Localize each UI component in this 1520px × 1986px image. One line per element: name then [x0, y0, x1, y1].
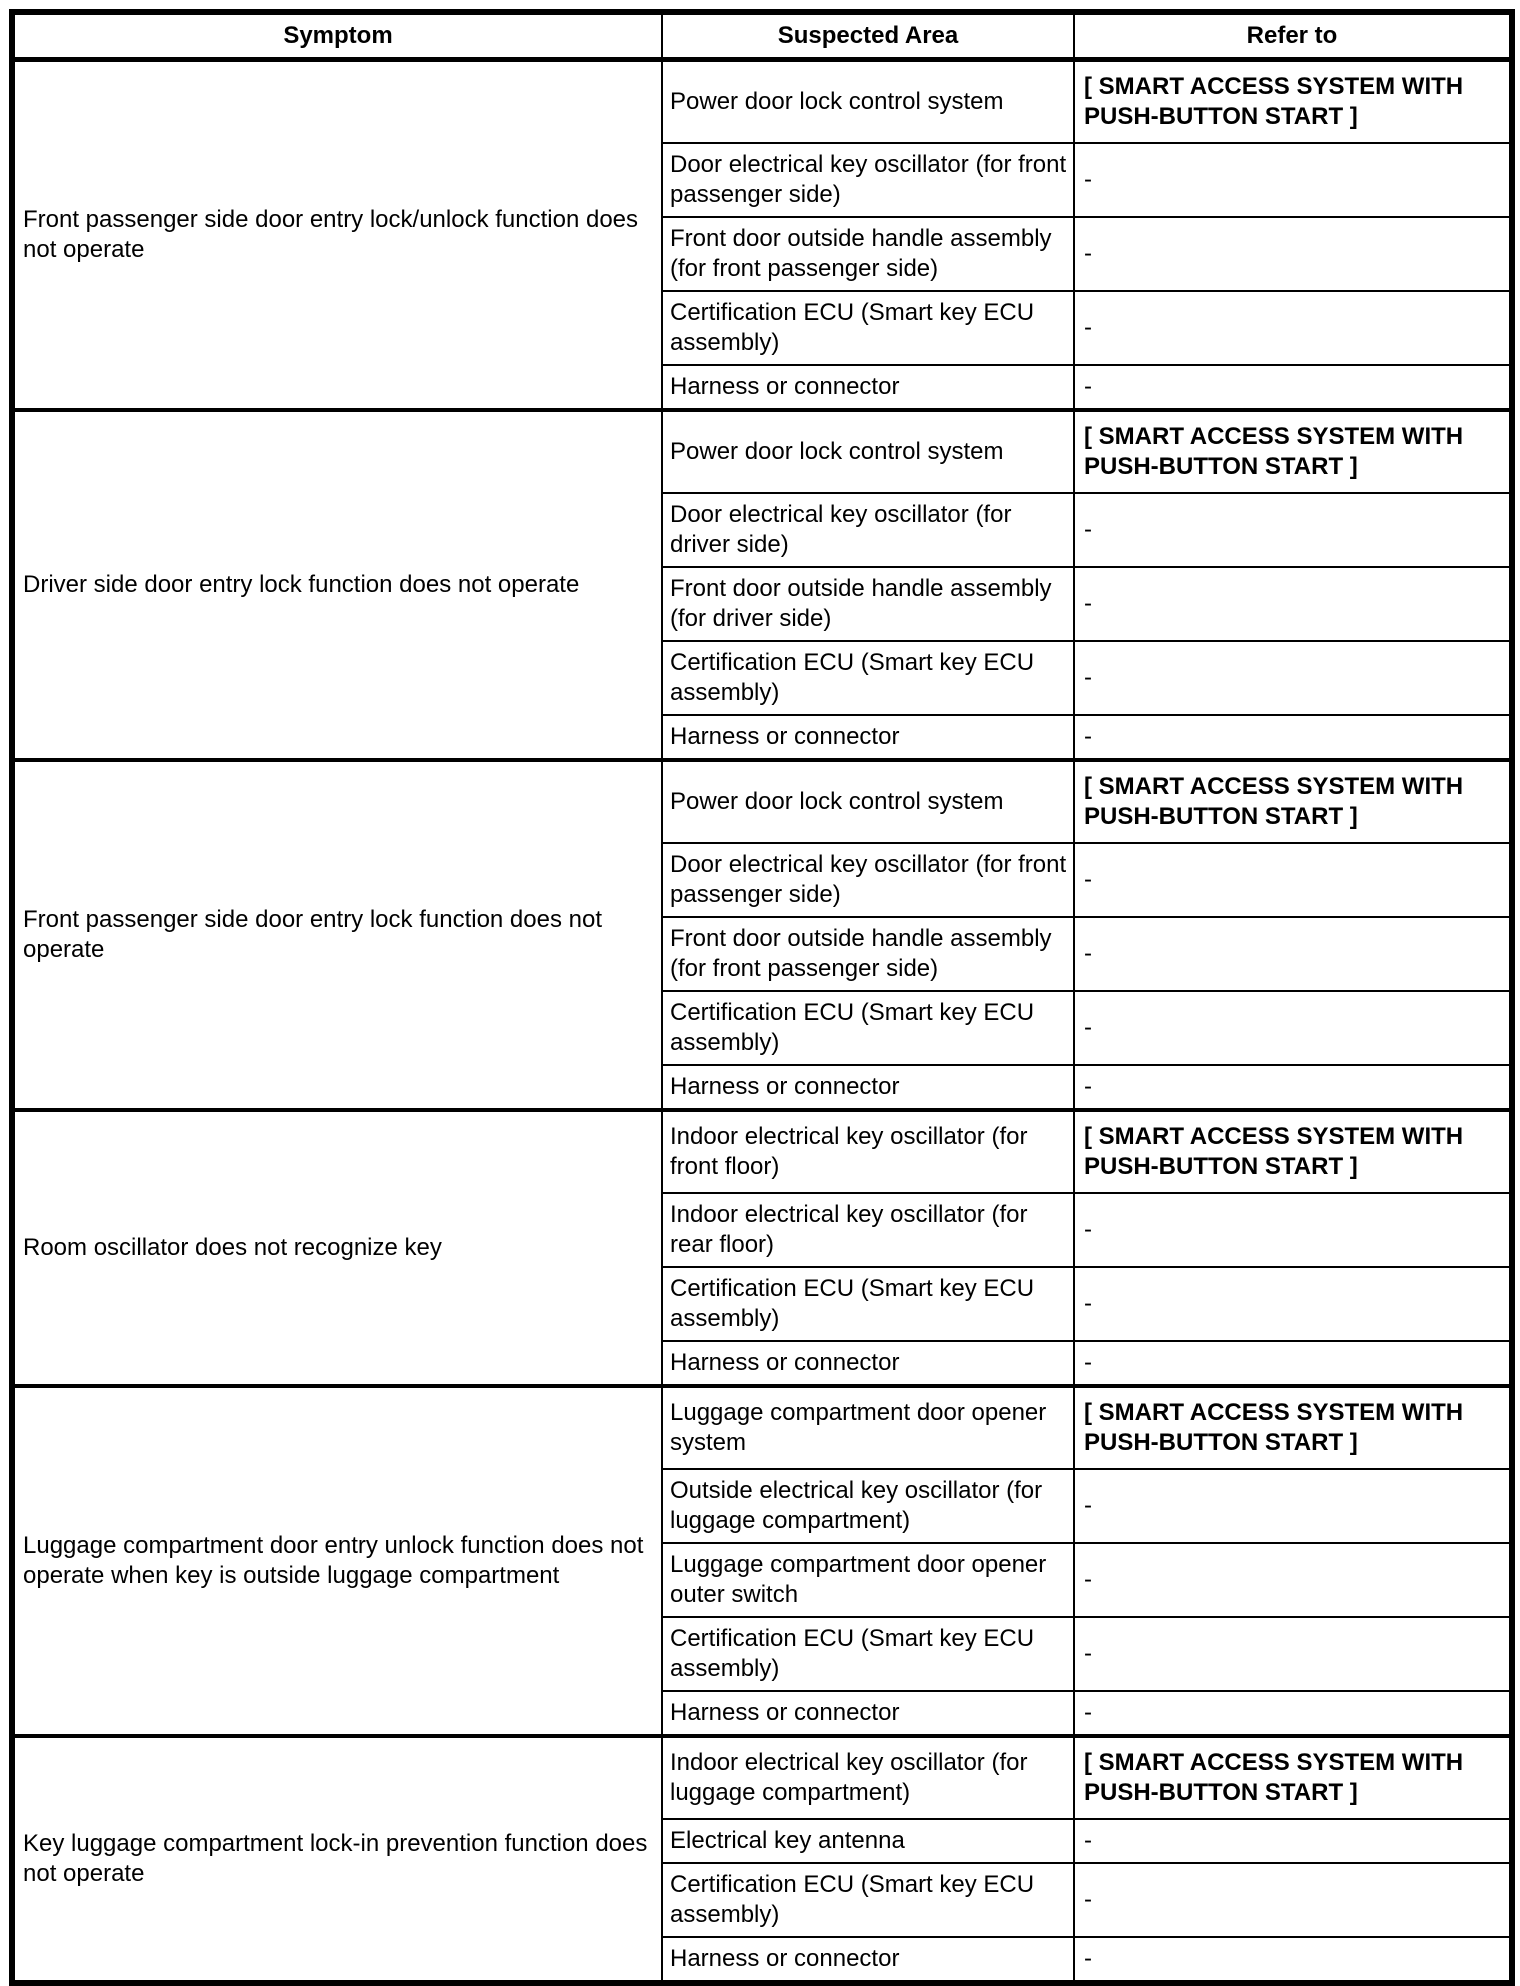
suspected-area-cell: Power door lock control system [662, 60, 1074, 144]
suspected-area-cell: Door electrical key oscillator (for front passenger side) [662, 843, 1074, 917]
suspected-area-cell: Power door lock control system [662, 410, 1074, 493]
refer-to-dash-cell: - [1074, 1469, 1512, 1543]
suspected-area-cell: Certification ECU (Smart key ECU assembly) [662, 1617, 1074, 1691]
refer-to-dash-cell: - [1074, 1617, 1512, 1691]
refer-to-dash-cell: - [1074, 217, 1512, 291]
symptom-group [12, 1110, 1512, 1386]
refer-to-reference-cell: [ SMART ACCESS SYSTEM WITH PUSH-BUTTON START ] [1074, 1736, 1512, 1819]
suspected-area-cell: Front door outside handle assembly (for front passenger side) [662, 917, 1074, 991]
suspected-area-cell: Electrical key antenna [662, 1819, 1074, 1863]
refer-to-dash-cell: - [1074, 641, 1512, 715]
suspected-area-cell: Indoor electrical key oscillator (for rear floor) [662, 1193, 1074, 1267]
symptom-group [12, 410, 1512, 760]
refer-to-dash-cell: - [1074, 493, 1512, 567]
symptom-group [12, 760, 1512, 1110]
suspected-area-cell: Indoor electrical key oscillator (for luggage compartment) [662, 1736, 1074, 1819]
suspected-area-cell: Harness or connector [662, 1341, 1074, 1386]
refer-to-dash-cell: - [1074, 567, 1512, 641]
suspected-area-cell: Harness or connector [662, 1937, 1074, 1983]
suspected-area-cell: Front door outside handle assembly (for driver side) [662, 567, 1074, 641]
suspected-area-cell: Door electrical key oscillator (for driver side) [662, 493, 1074, 567]
suspected-area-cell: Harness or connector [662, 715, 1074, 760]
refer-to-dash-cell: - [1074, 1543, 1512, 1617]
refer-to-reference-cell: [ SMART ACCESS SYSTEM WITH PUSH-BUTTON START ] [1074, 1386, 1512, 1469]
suspected-area-cell: Harness or connector [662, 1065, 1074, 1110]
refer-to-reference-cell: [ SMART ACCESS SYSTEM WITH PUSH-BUTTON START ] [1074, 760, 1512, 843]
suspected-area-cell: Certification ECU (Smart key ECU assembly) [662, 641, 1074, 715]
refer-to-reference-cell: [ SMART ACCESS SYSTEM WITH PUSH-BUTTON START ] [1074, 1110, 1512, 1193]
column-header-refer-to: Refer to [1074, 12, 1512, 60]
table-row [12, 1110, 1512, 1193]
suspected-area-cell: Certification ECU (Smart key ECU assembly) [662, 291, 1074, 365]
table-row [12, 760, 1512, 843]
refer-to-dash-cell: - [1074, 917, 1512, 991]
refer-to-dash-cell: - [1074, 1065, 1512, 1110]
symptom-group [12, 60, 1512, 411]
refer-to-dash-cell: - [1074, 365, 1512, 410]
refer-to-dash-cell: - [1074, 1819, 1512, 1863]
column-header-symptom: Symptom [12, 12, 662, 60]
refer-to-dash-cell: - [1074, 291, 1512, 365]
refer-to-dash-cell: - [1074, 1863, 1512, 1937]
suspected-area-cell: Certification ECU (Smart key ECU assembly) [662, 1267, 1074, 1341]
table-header [12, 12, 1512, 60]
symptom-cell: Driver side door entry lock function does not operate [12, 410, 662, 760]
table-row [12, 60, 1512, 144]
suspected-area-cell: Indoor electrical key oscillator (for front floor) [662, 1110, 1074, 1193]
suspected-area-cell: Certification ECU (Smart key ECU assembly) [662, 991, 1074, 1065]
header-row [12, 12, 1512, 60]
refer-to-dash-cell: - [1074, 1691, 1512, 1736]
symptom-cell: Room oscillator does not recognize key [12, 1110, 662, 1386]
symptom-group [12, 1736, 1512, 1983]
refer-to-dash-cell: - [1074, 1193, 1512, 1267]
table-row [12, 410, 1512, 493]
refer-to-dash-cell: - [1074, 715, 1512, 760]
refer-to-dash-cell: - [1074, 1937, 1512, 1983]
symptom-cell: Front passenger side door entry lock function does not operate [12, 760, 662, 1110]
suspected-area-cell: Luggage compartment door opener system [662, 1386, 1074, 1469]
column-header-suspected-area: Suspected Area [662, 12, 1074, 60]
refer-to-reference-cell: [ SMART ACCESS SYSTEM WITH PUSH-BUTTON START ] [1074, 60, 1512, 144]
table-row [12, 1736, 1512, 1819]
suspected-area-cell: Outside electrical key oscillator (for luggage compartment) [662, 1469, 1074, 1543]
suspected-area-cell: Certification ECU (Smart key ECU assembly) [662, 1863, 1074, 1937]
symptom-group [12, 1386, 1512, 1736]
suspected-area-cell: Front door outside handle assembly (for front passenger side) [662, 217, 1074, 291]
refer-to-reference-cell: [ SMART ACCESS SYSTEM WITH PUSH-BUTTON START ] [1074, 410, 1512, 493]
symptom-cell: Front passenger side door entry lock/unlock function does not operate [12, 60, 662, 411]
refer-to-dash-cell: - [1074, 1341, 1512, 1386]
symptom-diagnosis-table [9, 9, 1515, 1986]
suspected-area-cell: Power door lock control system [662, 760, 1074, 843]
suspected-area-cell: Harness or connector [662, 1691, 1074, 1736]
suspected-area-cell: Door electrical key oscillator (for front passenger side) [662, 143, 1074, 217]
refer-to-dash-cell: - [1074, 143, 1512, 217]
suspected-area-cell: Harness or connector [662, 365, 1074, 410]
symptom-cell: Key luggage compartment lock-in prevention function does not operate [12, 1736, 662, 1983]
refer-to-dash-cell: - [1074, 991, 1512, 1065]
table-row [12, 1386, 1512, 1469]
suspected-area-cell: Luggage compartment door opener outer switch [662, 1543, 1074, 1617]
refer-to-dash-cell: - [1074, 1267, 1512, 1341]
refer-to-dash-cell: - [1074, 843, 1512, 917]
symptom-cell: Luggage compartment door entry unlock function does not operate when key is outside luggage compartment [12, 1386, 662, 1736]
